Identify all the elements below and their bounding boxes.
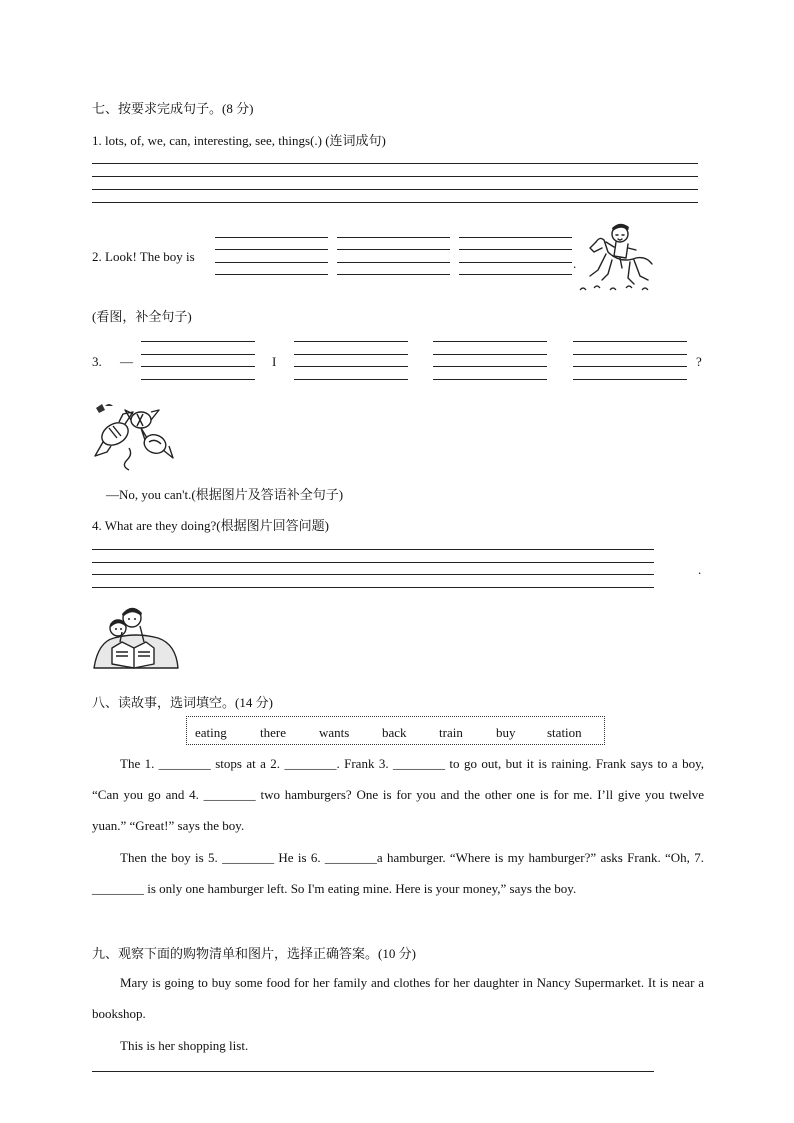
question-4-text: 4. What are they doing?(根据图片回答问题) <box>92 518 329 533</box>
word-bank-item: buy <box>496 725 516 740</box>
q2-period: . <box>573 256 577 271</box>
section-8-heading: 八、读故事，选词填空。(14 分) <box>92 695 273 710</box>
bottom-divider <box>92 1071 654 1072</box>
q3-dash: — <box>120 354 133 369</box>
section-7-heading: 七、按要求完成句子。(8 分) <box>92 101 254 116</box>
children-reading-illustration <box>92 602 180 676</box>
word-bank-item: there <box>260 725 286 740</box>
word-bank-item: eating <box>195 725 227 740</box>
candies-illustration <box>93 398 179 472</box>
section-9-paragraph-2: This is her shopping list. <box>120 1038 249 1053</box>
question-3-number: 3. <box>92 354 102 369</box>
question-1-text: 1. lots, of, we, can, interesting, see, things(.) (连词成句) <box>92 133 386 148</box>
question-2-prefix: 2. Look! The boy is <box>92 249 195 264</box>
word-bank-item: back <box>382 725 407 740</box>
q3-answer-line: —No, you can't.(根据图片及答语补全句子) <box>106 487 344 502</box>
section-9-paragraph-1: Mary is going to buy some food for her family and clothes for her daughter in Nancy Supermarket. It is near a bookshop. <box>92 975 704 1021</box>
section-9-heading: 九、观察下面的购物清单和图片，选择正确答案。(10 分) <box>92 946 416 961</box>
story-paragraph-2: Then the boy is 5. ________ He is 6. ________a hamburger. “Where is my hamburger?” asks Frank. “Oh, 7. ________ is only one hamburger left. So I'm eating mine. Here is your money,” says the boy. <box>92 850 704 896</box>
word-bank-item: station <box>547 725 582 740</box>
q4-period: . <box>698 562 702 577</box>
boy-riding-horse-illustration <box>576 220 658 294</box>
q2-hint: (看图，补全句子) <box>92 309 192 324</box>
word-bank-box <box>186 716 605 745</box>
word-bank-item: train <box>439 725 463 740</box>
word-bank-item: wants <box>319 725 350 740</box>
story-paragraph-1: The 1. ________ stops at a 2. ________. Frank 3. ________ to go out, but it is raining. Frank says to a boy, “Can you go and 4. ________ two hamburgers? One is for you and the other one is for me. I’ll give you twelve yuan.” “Great!” says the boy. <box>92 756 704 833</box>
q3-word-i: I <box>272 354 277 369</box>
q3-question-mark: ? <box>696 354 702 369</box>
